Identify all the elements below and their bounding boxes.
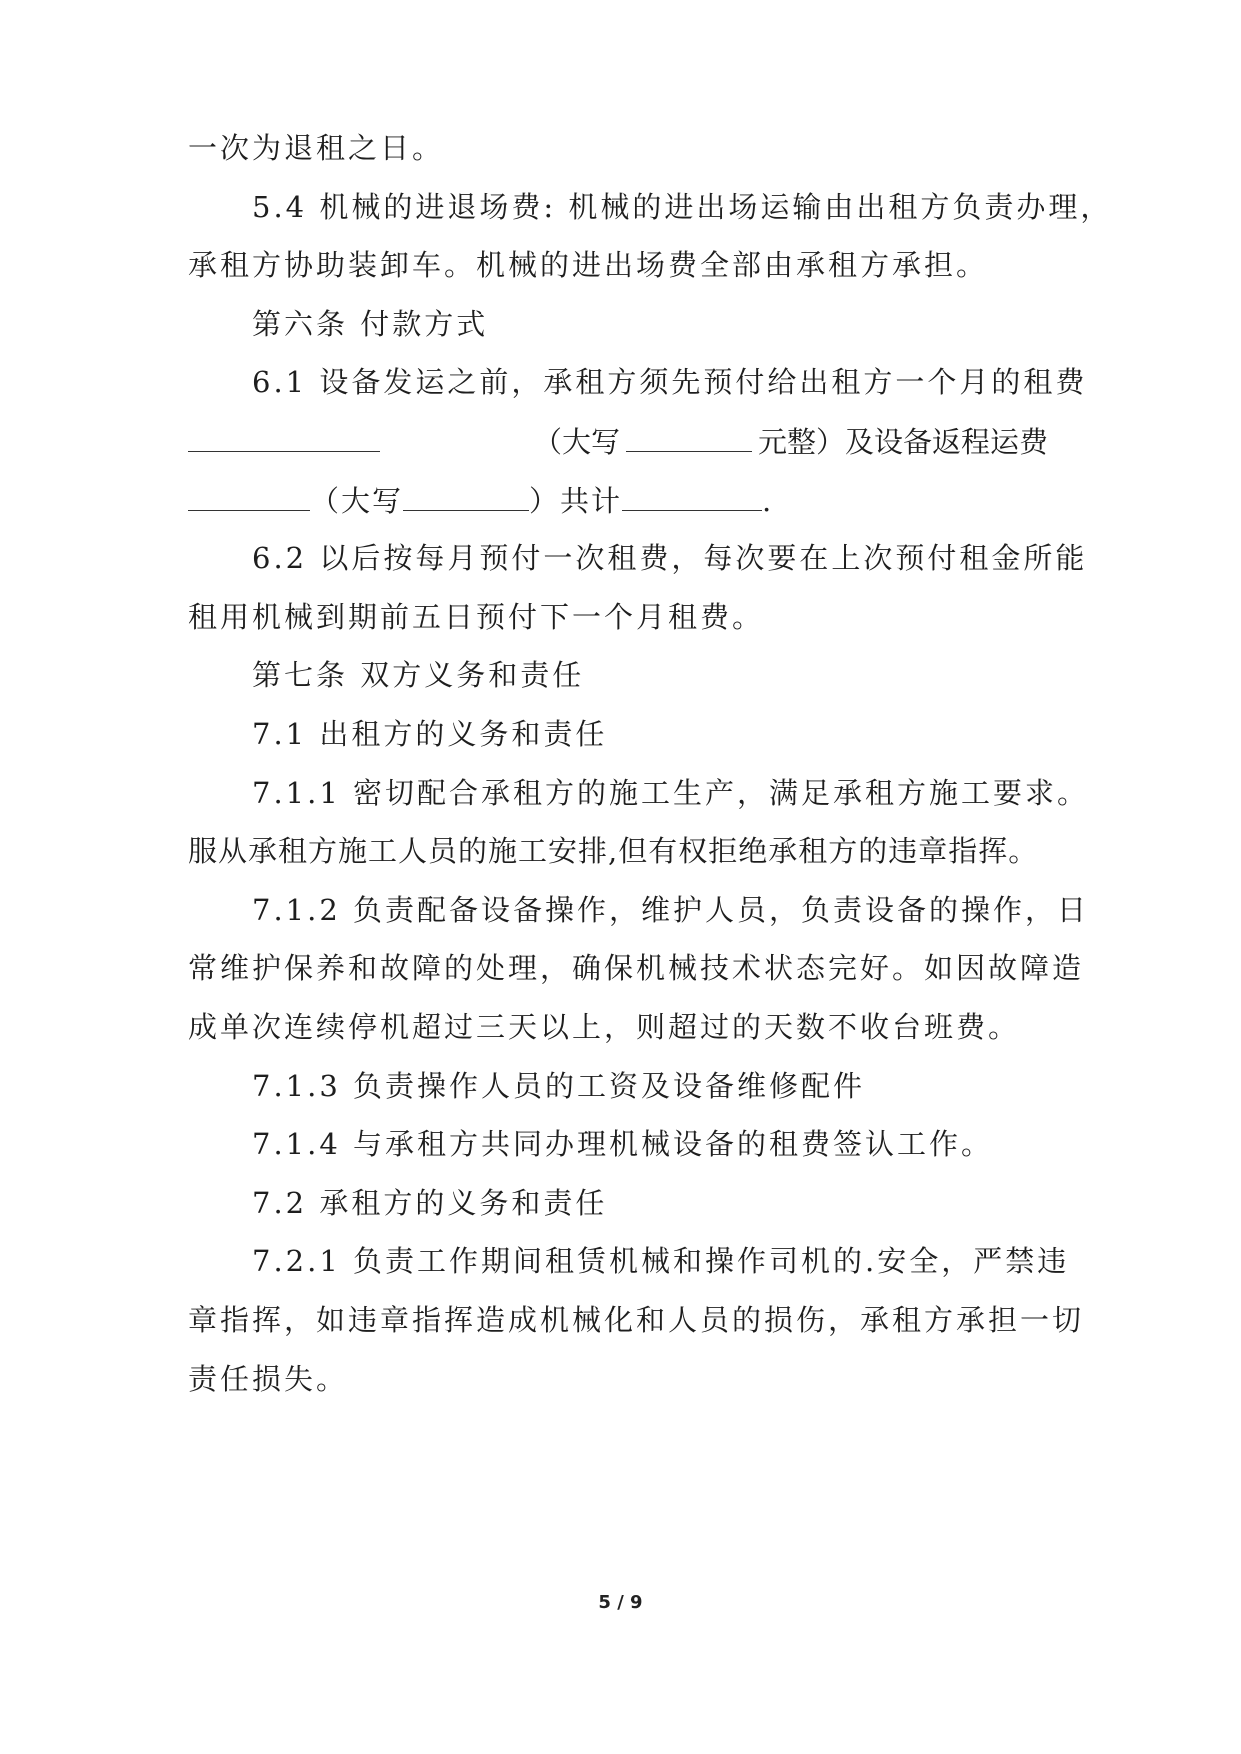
blank-field[interactable] <box>188 480 310 511</box>
blank-field[interactable] <box>622 480 762 511</box>
paragraph-line: 服从承租方施工人员的施工安排,但有权拒绝承租方的违章指挥。 <box>188 834 1039 868</box>
subsection-heading: 7.1 出租方的义务和责任 <box>252 717 608 751</box>
paragraph-line: 租用机械到期前五日预付下一个月租费。 <box>188 600 765 634</box>
paragraph-line: 5.4 机械的进退场费: 机械的进出场运输由出租方负责办理， <box>252 190 1113 224</box>
blank-field[interactable] <box>188 421 380 452</box>
paragraph-fragment: （大写 <box>310 484 404 518</box>
section-heading: 第六条 付款方式 <box>252 307 489 341</box>
fill-in-line <box>188 421 1048 462</box>
paragraph-line: 6.1 设备发运之前，承租方须先预付给出租方一个月的租费 <box>252 365 1088 399</box>
paragraph-line: 6.2 以后按每月预付一次租费，每次要在上次预付租金所能 <box>252 541 1088 575</box>
paragraph-line: 7.1.1 密切配合承租方的施工生产，满足承租方施工要求。 <box>252 776 1090 810</box>
paragraph-line: 章指挥，如违章指挥造成机械化和人员的损伤，承租方承担一切 <box>188 1303 1085 1337</box>
blank-field[interactable] <box>626 421 752 452</box>
paragraph-fragment: . <box>762 484 774 518</box>
page-number: 5 / 9 <box>598 1592 643 1613</box>
paragraph-line: 常维护保养和故障的处理，确保机械技术状态完好。如因故障造 <box>188 951 1085 985</box>
paragraph-line: 7.1.4 与承租方共同办理机械设备的租费签认工作。 <box>252 1127 994 1161</box>
paragraph-line: 承租方协助装卸车。机械的进出场费全部由承租方承担。 <box>188 248 989 282</box>
blank-field[interactable] <box>403 480 529 511</box>
paragraph-line: 7.2.1 负责工作期间租赁机械和操作司机的.安全，严禁违 <box>252 1244 1070 1278</box>
paragraph-line: 一次为退租之日。 <box>188 131 445 165</box>
paragraph-line: 7.1.3 负责操作人员的工资及设备维修配件 <box>252 1069 866 1103</box>
fill-in-line <box>188 480 773 521</box>
paragraph-line: 成单次连续停机超过三天以上，则超过的天数不收台班费。 <box>188 1010 1021 1044</box>
paragraph-line: 责任损失。 <box>188 1362 349 1396</box>
paragraph-fragment: （大写 元整）及设备返程运费 <box>533 421 1048 462</box>
paragraph-line: 7.1.2 负责配备设备操作，维护人员，负责设备的操作，日 <box>252 893 1090 927</box>
paragraph-fragment: ）共计 <box>529 484 623 518</box>
subsection-heading: 7.2 承租方的义务和责任 <box>252 1186 608 1220</box>
section-heading: 第七条 双方义务和责任 <box>252 658 585 692</box>
